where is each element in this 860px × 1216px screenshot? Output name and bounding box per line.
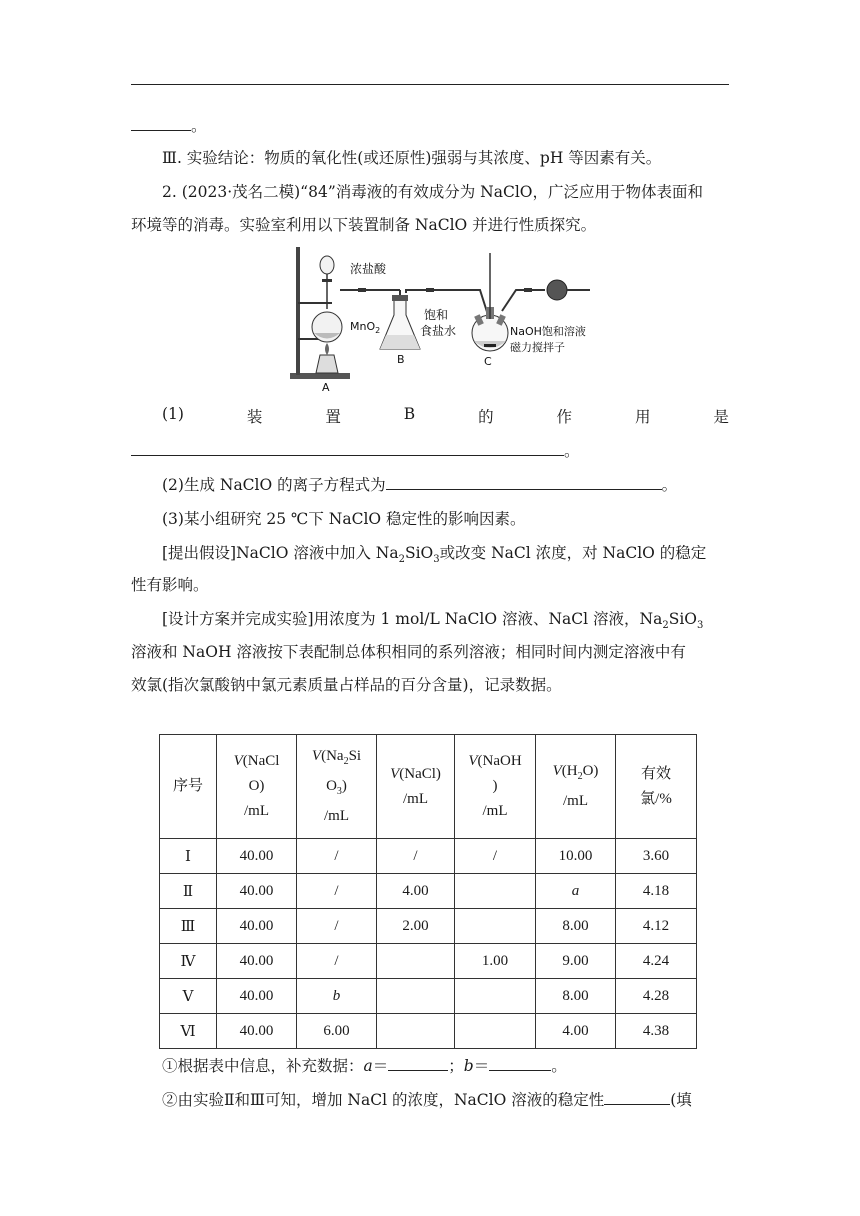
sub-question-1: ①根据表中信息，补充数据：a＝ ；b＝ 。: [162, 1054, 567, 1076]
table-cell: Ⅴ: [160, 979, 217, 1014]
header-v-naoh: V(NaOH ) /mL: [455, 735, 536, 839]
table-row: [160, 874, 697, 909]
table-cell: 10.00: [536, 839, 616, 874]
question-2-equation: (2)生成 NaClO 的离子方程式为 。: [162, 473, 677, 495]
table-row: [160, 909, 697, 944]
table-cell: /: [455, 839, 536, 874]
design-line-1: [设计方案并完成实验]用浓度为 1 mol/L NaClO 溶液、NaCl 溶液，$Na_2SiO_3$: [162, 610, 704, 632]
table-row: [160, 979, 697, 1014]
apparatus-figure: [280, 245, 600, 395]
table-cell: Ⅵ: [160, 1014, 217, 1049]
table-cell: /: [297, 909, 377, 944]
table-cell: /: [297, 839, 377, 874]
header-v-na2sio3: $V(Na_2Si$ $O_3$) /mL: [297, 735, 377, 839]
answer-blank-b: [489, 1054, 551, 1071]
table-cell: 9.00: [536, 944, 616, 979]
table-cell: /: [297, 944, 377, 979]
sub-question-2: ②由实验Ⅱ和Ⅲ可知，增加 NaCl 的浓度，NaClO 溶液的稳定性 (填: [162, 1088, 692, 1110]
answer-blank: [131, 439, 564, 456]
answer-line-top: [131, 84, 729, 85]
label-mno2: MnO$_2$: [350, 320, 381, 335]
table-cell: 40.00: [217, 979, 297, 1014]
label-naoh-solution: NaOH饱和溶液: [510, 325, 586, 338]
table-cell: Ⅳ: [160, 944, 217, 979]
question-1-line: (1) 装 置 B 的 作 用 是: [162, 405, 729, 426]
answer-blank-a: [388, 1054, 448, 1071]
table-cell: 6.00: [297, 1014, 377, 1049]
section-iii-conclusion: Ⅲ. 实验结论：物质的氧化性(或还原性)强弱与其浓度、pH 等因素有关。: [162, 149, 662, 167]
header-available-chlorine: 有效 氯/%: [616, 735, 697, 839]
label-c: C: [484, 355, 492, 368]
table-row: [160, 944, 697, 979]
table-cell: 4.00: [377, 874, 455, 909]
table-cell: 40.00: [217, 909, 297, 944]
header-v-nacl: V(NaCl) /mL: [377, 735, 455, 839]
table-cell: [377, 944, 455, 979]
label-conc-hcl: 浓盐酸: [350, 262, 387, 276]
header-index: 序号: [160, 735, 217, 839]
table-cell: 4.24: [616, 944, 697, 979]
table-cell: [455, 909, 536, 944]
header-v-naclo: V(NaCl O) /mL: [217, 735, 297, 839]
table-cell: Ⅰ: [160, 839, 217, 874]
table-row: [160, 1014, 697, 1049]
header-v-h2o: $V(H_2O)$ /mL: [536, 735, 616, 839]
label-stirrer: 磁力搅拌子: [510, 341, 565, 354]
table-cell: 3.60: [616, 839, 697, 874]
data-table: [159, 734, 697, 1049]
table-cell: /: [297, 874, 377, 909]
table-cell: [455, 874, 536, 909]
answer-blank: [604, 1088, 670, 1105]
table-cell: 4.12: [616, 909, 697, 944]
table-cell: [455, 1014, 536, 1049]
table-cell: b: [297, 979, 377, 1014]
question-1-answer: 。: [131, 439, 580, 461]
table-cell: 40.00: [217, 874, 297, 909]
table-cell: Ⅱ: [160, 874, 217, 909]
table-cell: [455, 979, 536, 1014]
design-line-3: 效氯(指次氯酸钠中氯元素质量占样品的百分含量)，记录数据。: [131, 676, 562, 694]
table-cell: 8.00: [536, 979, 616, 1014]
table-header-row: [160, 735, 697, 839]
table-cell: 4.28: [616, 979, 697, 1014]
question-2-line-2: 环境等的消毒。实验室利用以下装置制备 NaClO 并进行性质探究。: [131, 216, 597, 234]
answer-blank: [131, 114, 191, 131]
hypothesis-line-1: [提出假设]NaClO 溶液中加入 $Na_2SiO_3$或改变 NaCl 浓度，对 NaClO 的稳定: [162, 544, 707, 566]
alcohol-lamp: [316, 355, 338, 373]
label-b: B: [397, 353, 405, 366]
design-line-2: 溶液和 NaOH 溶液按下表配制总体积相同的系列溶液；相同时间内测定溶液中有: [131, 643, 686, 661]
question-3: (3)某小组研究 25 ℃下 NaClO 稳定性的影响因素。: [162, 510, 526, 528]
table-cell: 4.38: [616, 1014, 697, 1049]
table-cell: /: [377, 839, 455, 874]
table-cell: Ⅲ: [160, 909, 217, 944]
label-a: A: [322, 381, 330, 394]
drying-tube: [547, 280, 567, 300]
table-cell: 1.00: [455, 944, 536, 979]
table-cell: 40.00: [217, 944, 297, 979]
hypothesis-line-2: 性有影响。: [131, 576, 209, 594]
question-2-line-1: 2. (2023·茂名二模)“84”消毒液的有效成分为 NaClO，广泛应用于物体表面和: [162, 183, 704, 201]
label-saturated: 饱和: [424, 308, 449, 322]
label-brine: 食盐水: [420, 324, 457, 338]
table-cell: 40.00: [217, 839, 297, 874]
answer-line-short: 。: [131, 114, 207, 136]
stand-rod: [296, 247, 300, 375]
table-cell: 8.00: [536, 909, 616, 944]
table-cell: 4.18: [616, 874, 697, 909]
table-cell: a: [536, 874, 616, 909]
separatory-funnel: [320, 256, 334, 274]
answer-blank: [386, 473, 662, 490]
table-cell: [377, 979, 455, 1014]
table-row: [160, 839, 697, 874]
table-cell: 40.00: [217, 1014, 297, 1049]
table-cell: 4.00: [536, 1014, 616, 1049]
table-cell: 2.00: [377, 909, 455, 944]
table-cell: [377, 1014, 455, 1049]
